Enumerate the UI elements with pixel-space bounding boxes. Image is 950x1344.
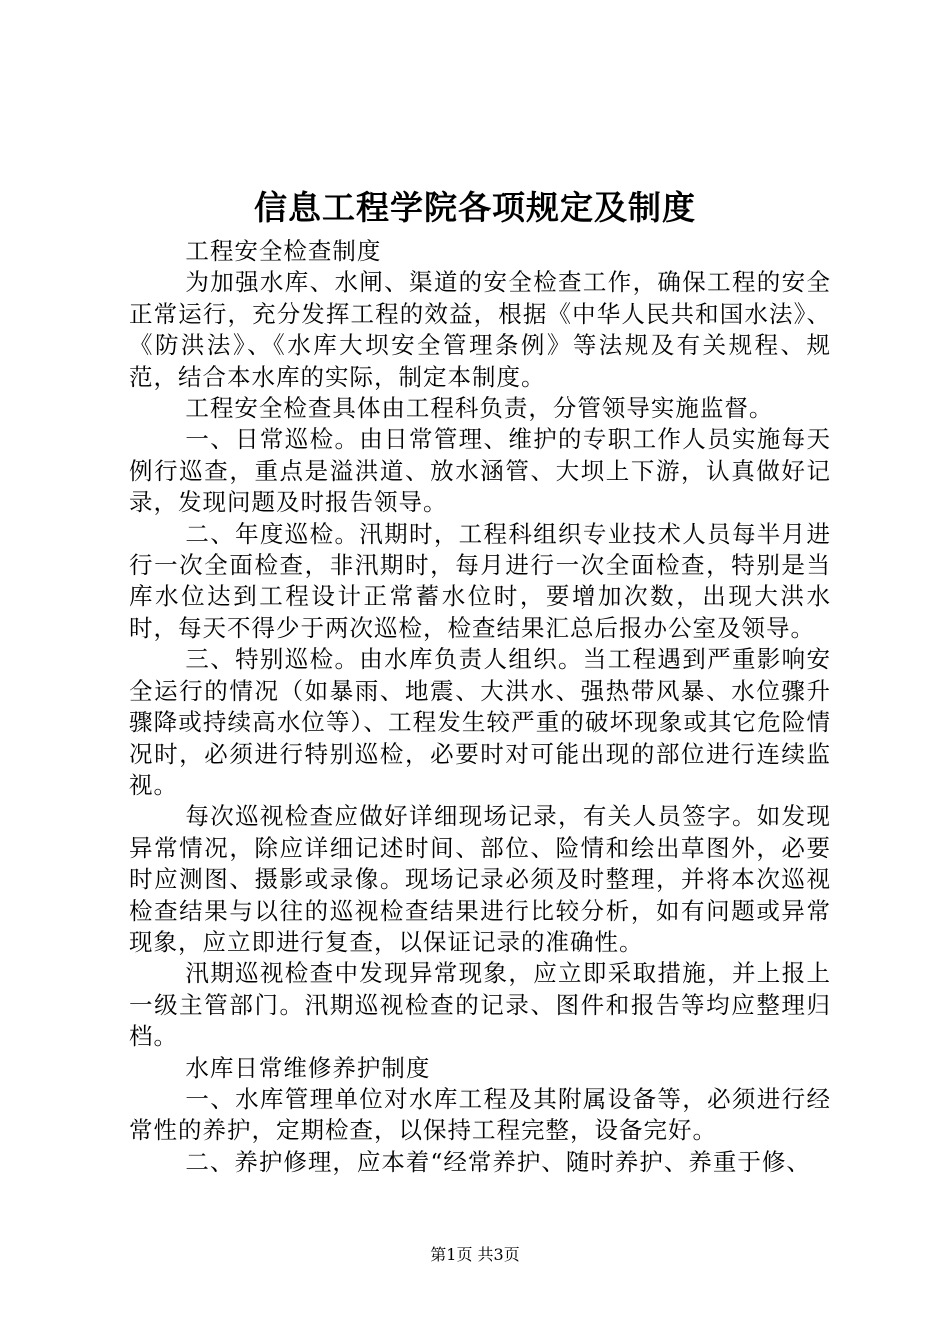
- page-number-footer: 第1页 共3页: [430, 1245, 520, 1264]
- paragraph: 一、日常巡检。由日常管理、维护的专职工作人员实施每天例行巡查，重点是溢洪道、放水涵管、大坝上下游，认真做好记录，发现问题及时报告领导。: [129, 425, 831, 517]
- paragraph: 三、特别巡检。由水库负责人组织。当工程遇到严重影响安全运行的情况（如暴雨、地震、大洪水、强热带风暴、水位骤升骤降或持续高水位等）、工程发生较严重的破坏现象或其它危险情况时，必须进行特别巡检，必要时对可能出现的部位进行连续监视。: [129, 645, 831, 799]
- paragraph: 每次巡视检查应做好详细现场记录，有关人员签字。如发现异常情况，除应详细记述时间、部位、险情和绘出草图外，必要时应测图、摄影或录像。现场记录必须及时整理，并将本次巡视检查结果与以往的巡视检查结果进行比较分析，如有问题或异常现象，应立即进行复查，以保证记录的准确性。: [129, 802, 831, 956]
- paragraph: 工程安全检查具体由工程科负责，分管领导实施监督。: [185, 394, 774, 423]
- paragraph: 为加强水库、水闸、渠道的安全检查工作，确保工程的安全正常运行，充分发挥工程的效益，根据《中华人民共和国水法》、《防洪法》、《水库大坝安全管理条例》等法规及有关规程、规范，结合本水库的实际，制定本制度。: [129, 268, 831, 391]
- section-heading: 工程安全检查制度: [185, 237, 382, 265]
- paragraph: 汛期巡视检查中发现异常现象，应立即采取措施，并上报上一级主管部门。汛期巡视检查的记录、图件和报告等均应整理归档。: [129, 959, 831, 1051]
- paragraph: 一、水库管理单位对水库工程及其附属设备等，必须进行经常性的养护，定期检查，以保持工程完整，设备完好。: [129, 1084, 831, 1145]
- paragraph: 二、养护修理，应本着“经常养护、随时养护、养重于修、: [185, 1147, 811, 1176]
- document-title: 信息工程学院各项规定及制度: [254, 188, 696, 227]
- paragraph: 二、年度巡检。汛期时，工程科组织专业技术人员每半月进行一次全面检查，非汛期时，每月进行一次全面检查，特别是当库水位达到工程设计正常蓄水位时，要增加次数，出现大洪水时，每天不得少于两次巡检，检查结果汇总后报办公室及领导。: [129, 519, 831, 642]
- section-heading: 水库日常维修养护制度: [185, 1053, 431, 1082]
- document-body: [129, 236, 831, 1178]
